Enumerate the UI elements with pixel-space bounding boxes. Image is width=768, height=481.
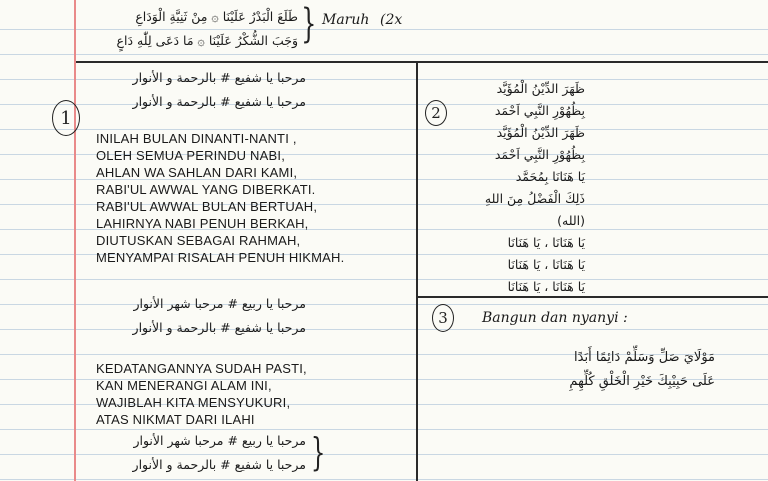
section-1-verse-2: [96, 360, 406, 428]
section-1-mid-arabic-1: مرحبا يا ربيع # مرحبا شهر الأنوار: [133, 296, 306, 311]
section-1-end-arabic-2: مرحبا يا شفيع # بالرحمة و الأنوار: [132, 457, 306, 472]
section-2-lyrics: [455, 78, 585, 298]
section-3-arabic-line-2: عَلَى حَبِيْبِكَ خَيْرِ الْخَلْقِ كُلِّهِمِ: [569, 374, 715, 389]
margin-line: [74, 0, 76, 481]
verse-line: OLEH SEMUA PERINDU NABI,: [96, 148, 286, 163]
section-3-instruction: Bangun dan nyanyi :: [482, 310, 628, 326]
header-divider: [76, 61, 768, 63]
section-2-line: يَا هَنَانَا ، يَا هَنَانَا: [507, 235, 585, 250]
section-2-line: يَا هَنَانَا بِمُحَمَّد: [515, 169, 585, 184]
section-1-verse-1: [96, 130, 406, 266]
section-1-end-brace: }: [310, 430, 326, 474]
verse-line: AHLAN WA SAHLAN DARI KAMI,: [96, 165, 298, 180]
verse-line: INILAH BULAN DINANTI-NANTI ,: [96, 131, 297, 146]
section-2-line: يَا هَنَانَا ، يَا هَنَانَا: [507, 257, 585, 272]
section-2-line: بِظُهُوْرِ النَّبِي اَحْمَد: [494, 147, 585, 162]
section-1-number-label: 1: [60, 107, 72, 129]
section-2-line: بِظُهُوْرِ النَّبِي اَحْمَد: [494, 103, 585, 118]
section-2-line: ظَهَرَ الدِّيْنُ الْمُؤَيَّد: [496, 81, 585, 96]
header-arabic-line-1: طَلَعَ الْبَدْرُ عَلَيْنَا ۞ مِنْ ثَنِيَّةِ الْوَدَاعِ: [135, 9, 298, 24]
verse-line: DIUTUSKAN SEBAGAI RAHMAH,: [96, 233, 301, 248]
section-1-intro-arabic-2: مرحبا يا شفيع # بالرحمة و الأنوار: [132, 94, 306, 109]
verse-line: ATAS NIKMAT DARI ILAHI: [96, 412, 255, 427]
section-1-number: [52, 100, 80, 136]
verse-line: RABI'UL AWWAL BULAN BERTUAH,: [96, 199, 318, 214]
section-3-arabic-line-1: مَوْلَايَ صَلِّ وَسَلِّمْ دَائِمًا أَبَدًا: [574, 350, 715, 365]
section-3-number-label: 3: [438, 309, 448, 327]
section-1-mid-arabic-2: مرحبا يا شفيع # بالرحمة و الأنوار: [132, 320, 306, 335]
verse-line: KEDATANGANNYA SUDAH PASTI,: [96, 361, 307, 376]
section-1-intro-arabic-1: مرحبا يا شفيع # بالرحمة و الأنوار: [132, 70, 306, 85]
section-2-line: يَا هَنَانَا ، يَا هَنَانَا: [507, 279, 585, 294]
section-2-number: [425, 100, 447, 126]
header-note-count: (2x: [380, 12, 403, 28]
header-note-word: Maruh: [322, 12, 370, 28]
section-3-number: [432, 304, 454, 332]
section-2-number-label: 2: [431, 104, 441, 122]
section-2-line: ذَلِكَ الْفَضْلُ مِنَ اللهِ (الله): [484, 191, 585, 228]
verse-line: WAJIBLAH KITA MENSYUKURI,: [96, 395, 291, 410]
column-divider: [416, 61, 418, 481]
verse-line: MENYAMPAI RISALAH PENUH HIKMAH.: [96, 250, 345, 265]
verse-line: KAN MENERANGI ALAM INI,: [96, 378, 272, 393]
verse-line: RABI'UL AWWAL YANG DIBERKATI.: [96, 182, 316, 197]
verse-line: LAHIRNYA NABI PENUH BERKAH,: [96, 216, 309, 231]
header-arabic-line-2: وَجَبَ الشُّكْرُ عَلَيْنَا ۞ مَا دَعَى لِلّٰهِ دَاعٍ: [116, 33, 298, 48]
section-2-line: ظَهَرَ الدِّيْنُ الْمُؤَيَّد: [496, 125, 585, 140]
header-brace: }: [301, 1, 317, 47]
section-1-end-arabic-1: مرحبا يا ربيع # مرحبا شهر الأنوار: [133, 433, 306, 448]
